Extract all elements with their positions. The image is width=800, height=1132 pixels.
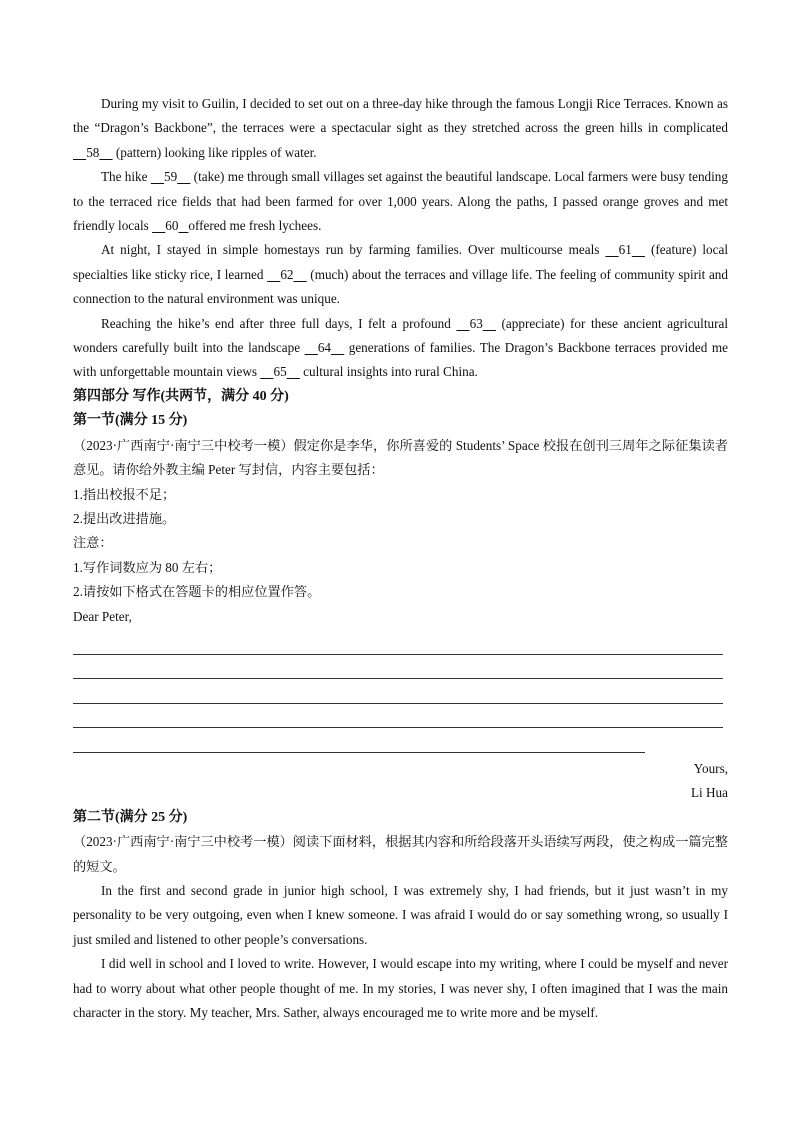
passage-paragraph-2 xyxy=(73,165,728,238)
answer-line[interactable] xyxy=(73,679,723,704)
blank-number: 60 xyxy=(165,218,179,234)
answer-line[interactable] xyxy=(73,630,723,655)
section1-task: （2023·广西南宁·南宁三中校考一模）假定你是李华，你所喜爱的 Students’ Space 校报在创刊三周年之际征集读者意见。请你给外教主编 Peter 写封信，内容主要包括： xyxy=(73,437,728,478)
blank-number: 64 xyxy=(317,340,331,356)
answer-line[interactable] xyxy=(73,655,723,680)
blank-61[interactable] xyxy=(605,238,645,262)
document-page xyxy=(73,92,728,1025)
blank-62[interactable] xyxy=(267,263,307,287)
requirement-1: 1.指出校报不足； xyxy=(73,486,176,502)
letter-closing: Yours, xyxy=(693,760,728,776)
material-paragraph-1: In the first and second grade in junior high school, I was extremely shy, I had friends, but it just wasn’t in my personality to be very outgoing, even when I knew someone. I was afraid I would do or say something wrong, so usually I just smiled and listened to other people’s conversations. xyxy=(73,882,728,947)
continuation-material xyxy=(73,879,728,1025)
note-1: 1.写作词数应为 80 左右； xyxy=(73,559,222,575)
text: (feature) local specialties like sticky rice, I learned xyxy=(73,242,728,282)
blank-64[interactable] xyxy=(305,336,345,360)
text: (much) about the terraces and village life. The feeling of community spirit and connection to the natural environment was unique. xyxy=(73,266,728,307)
text: At night, I stayed in simple homestays run by farming families. Over multicourse meals xyxy=(101,242,606,258)
passage-paragraph-3 xyxy=(73,238,728,311)
blank-65[interactable] xyxy=(260,360,300,384)
blank-number: 65 xyxy=(273,364,287,380)
section2-task: （2023·广西南宁·南宁三中校考一模）阅读下面材料，根据其内容和所给段落开头语续写两段，使之构成一篇完整的短文。 xyxy=(73,834,728,874)
blank-number: 59 xyxy=(164,169,178,185)
blank-59[interactable] xyxy=(151,165,191,189)
note-2: 2.请按如下格式在答题卡的相应位置作答。 xyxy=(73,584,321,600)
blank-number: 63 xyxy=(469,315,483,331)
answer-lines[interactable] xyxy=(73,630,728,753)
note-label: 注意： xyxy=(73,535,113,551)
text: The hike xyxy=(101,169,151,185)
blank-63[interactable] xyxy=(456,312,496,336)
part4-title: 第四部分 写作(共两节，满分 40 分) xyxy=(73,388,289,404)
section2-title: 第二节(满分 25 分) xyxy=(73,809,188,825)
blank-58[interactable] xyxy=(73,141,113,165)
text: cultural insights into rural China. xyxy=(299,364,478,380)
answer-line[interactable] xyxy=(73,728,645,753)
material-paragraph-2: I did well in school and I loved to write. However, I would escape into my writing, where I could be myself and never had to worry about what other people thought of me. In my stories, I was never shy, I often imagined that I was the main character in the story. My teacher, Mrs. Sather, always encouraged me to write more and be myself. xyxy=(73,956,728,1020)
passage-paragraph-4 xyxy=(73,312,728,385)
text: offered me fresh lychees. xyxy=(188,218,322,234)
passage-paragraph-1 xyxy=(73,92,728,165)
text: During my visit to Guilin, I decided to set out on a three-day hike through the famous Longji Rice Terraces. Known as the “Dragon’s Backbone”, the terraces were a spectacular sight as they stretched across the green hills in complicated xyxy=(73,96,728,136)
text: (take) me through small villages set against the beautiful landscape. Local farmers were busy tending to the terraced rice fields that had been farmed for over 1,000 years. Along the paths, I passed orange groves and met friendly locals xyxy=(73,169,728,234)
blank-60[interactable] xyxy=(152,214,188,238)
text: generations of families. The Dragon’s Backbone terraces provided me with unforgettable mountain views xyxy=(73,340,728,380)
cloze-passage xyxy=(73,92,728,385)
letter-greeting: Dear Peter, xyxy=(73,608,132,624)
blank-number: 61 xyxy=(618,242,632,258)
blank-number: 58 xyxy=(86,144,100,160)
letter-signature: Li Hua xyxy=(691,785,728,801)
requirement-2: 2.提出改进措施。 xyxy=(73,510,176,526)
text: (pattern) looking like ripples of water. xyxy=(112,144,317,160)
text: Reaching the hike’s end after three full days, I felt a profound xyxy=(101,315,457,331)
section1-title: 第一节(满分 15 分) xyxy=(73,413,188,429)
blank-number: 62 xyxy=(280,266,294,282)
text: (appreciate) for these ancient agricultural wonders carefully built into the landscape xyxy=(73,315,728,356)
answer-line[interactable] xyxy=(73,704,723,729)
